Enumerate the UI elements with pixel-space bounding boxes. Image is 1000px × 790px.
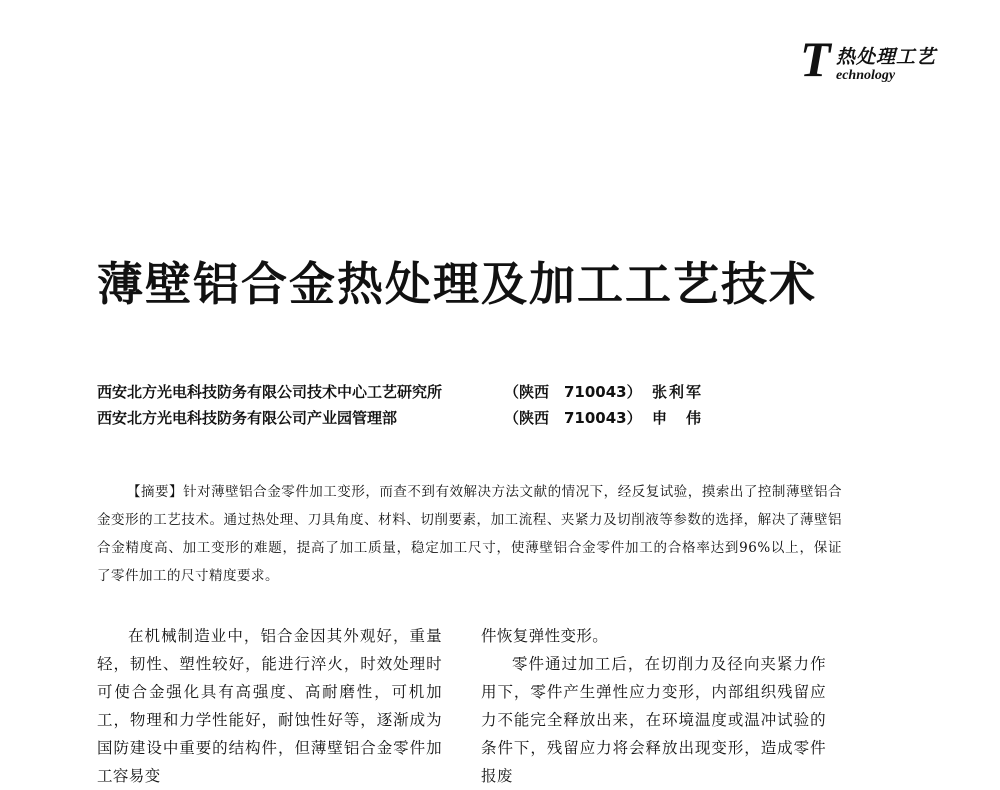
affiliation-location: （陕西 710043）	[504, 383, 642, 401]
paper-title: 薄壁铝合金热处理及加工工艺技术	[97, 257, 817, 311]
body-column-left: 在机械制造业中，铝合金因其外观好，重量轻，韧性、塑性较好，能进行淬火，时效处理时可使合金强化具有高强度、高耐磨性，可机加工，物理和力学性能好，耐蚀性好等，逐渐成为国防建设中重要的结构件，但薄壁铝合金零件加工容易变	[97, 627, 442, 785]
affiliation-location: （陕西 710043）	[504, 409, 642, 427]
affiliation-org: 西安北方光电科技防务有限公司技术中心工艺研究所	[97, 383, 443, 401]
section-title: 热处理工艺	[836, 46, 937, 68]
logo-letter: T	[800, 31, 831, 87]
section-subtitle: echnology	[836, 68, 896, 83]
author-name: 张利军	[652, 383, 704, 401]
journal-section-logo	[800, 31, 960, 90]
body-paragraph: 零件通过加工后，在切削力及径向夹紧力作用下，零件产生弹性应力变形，内部组织残留应力不能完全释放出来，在环境温度或温冲试验的条件下，残留应力将会释放出现变形，造成零件报废	[481, 655, 826, 785]
body-paragraph: 件恢复弹性变形。	[481, 627, 609, 645]
body-column-right	[481, 622, 826, 790]
affiliation-org: 西安北方光电科技防务有限公司产业园管理部	[97, 409, 398, 427]
author-name: 申 伟	[652, 409, 704, 427]
abstract: 【摘要】针对薄壁铝合金零件加工变形，而查不到有效解决方法文献的情况下，经反复试验，摸索出了控制薄壁铝合金变形的工艺技术。通过热处理、刀具角度、材料、切削要素，加工流程、夹紧力及切削液等参数的选择，解决了薄壁铝合金精度高、加工变形的难题，提高了加工质量，稳定加工尺寸，使薄壁铝合金零件加工的合格率达到96%以上，保证了零件加工的尺寸精度要求。	[97, 484, 842, 584]
